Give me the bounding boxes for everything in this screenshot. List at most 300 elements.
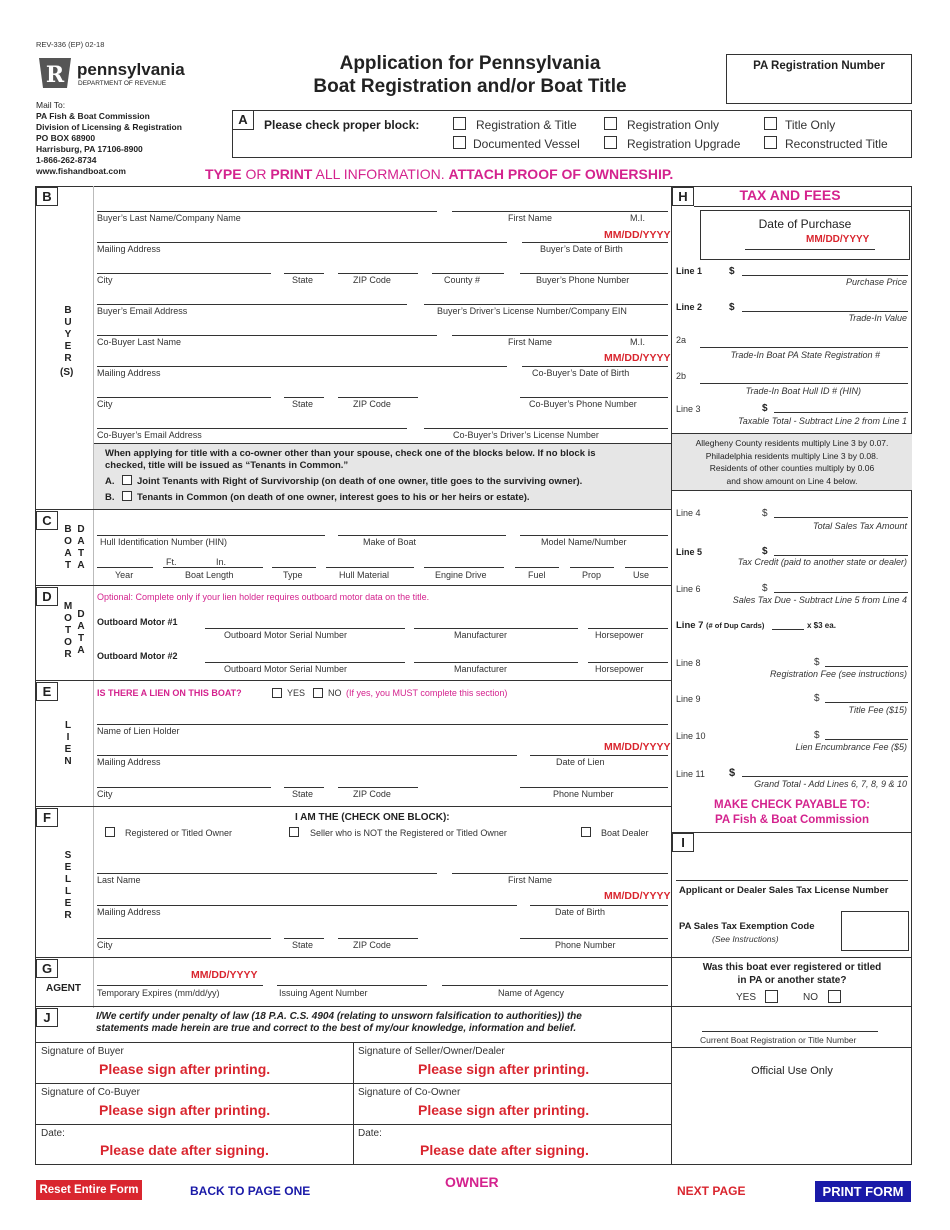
seller-heading: I AM THE (CHECK ONE BLOCK):: [295, 812, 450, 823]
line-2a-desc: Trade-In Boat PA State Registration #: [730, 350, 880, 360]
field-label: Fuel: [528, 570, 546, 580]
mail-line: www.fishandboat.com: [36, 166, 126, 176]
field-label: ZIP Code: [353, 399, 391, 409]
owner-label: OWNER: [445, 1174, 499, 1190]
field-label: Manufacturer: [454, 630, 508, 640]
lien-question: IS THERE A LIEN ON THIS BOAT?: [97, 688, 242, 698]
keystone-logo-icon: [37, 56, 73, 90]
tax-note: Residents of other counties multiply by 0.06: [709, 463, 875, 473]
fuel-line[interactable]: [515, 567, 559, 568]
mail-to-label: Mail To:: [36, 100, 66, 110]
documented-vessel-checkbox[interactable]: [453, 136, 466, 149]
section-i-divider: [672, 957, 912, 958]
print-form-button[interactable]: PRINT FORM: [815, 1181, 911, 1202]
seller-dob-line[interactable]: [530, 905, 668, 906]
right-column-divider: [671, 186, 672, 1008]
length-line[interactable]: [163, 567, 263, 568]
lien-note: (If yes, you MUST complete this section): [346, 688, 508, 698]
reconstructed-title-checkbox[interactable]: [764, 136, 777, 149]
prior-no-checkbox[interactable]: [828, 990, 841, 1003]
section-j-letter: J: [36, 1008, 58, 1027]
field-label: Buyer’s Date of Birth: [540, 244, 623, 254]
exemption-code-field[interactable]: [841, 911, 909, 951]
line-9-field[interactable]: [825, 702, 908, 703]
field-label: Temporary Expires (mm/dd/yy): [97, 988, 220, 998]
line-9-label: Line 9: [676, 694, 701, 704]
form-title: [270, 52, 670, 98]
section-divider: [35, 806, 671, 807]
next-page-button[interactable]: NEXT PAGE: [677, 1184, 746, 1198]
line-3-field[interactable]: [774, 412, 908, 413]
dollar-sign: $: [814, 693, 820, 704]
seller-first-name-line[interactable]: [452, 873, 668, 874]
field-label: First Name: [508, 213, 553, 223]
question-line-1: Was this boat ever registered or titled: [702, 962, 882, 973]
cobuyer-license-line[interactable]: [424, 428, 668, 429]
buyer-state-line[interactable]: [284, 273, 324, 274]
registration-only-checkbox[interactable]: [604, 117, 617, 130]
cobuyer-city-line[interactable]: [97, 397, 271, 398]
title-only-checkbox[interactable]: [764, 117, 777, 130]
date-label: Date:: [41, 1128, 65, 1139]
cobuyer-last-name-line[interactable]: [97, 335, 437, 336]
field-label: State: [292, 275, 314, 285]
line-4-field[interactable]: [774, 517, 908, 518]
signature-buyer-field[interactable]: Please sign after printing.: [99, 1061, 271, 1077]
section-divider: [35, 680, 671, 681]
signature-grid-row: [35, 1124, 671, 1125]
line-8-label: Line 8: [676, 658, 701, 668]
field-label: Mailing Address: [97, 757, 161, 767]
field-label: Co-Buyer’s Driver’s License Number: [453, 430, 599, 440]
title-line-2: Boat Registration and/or Boat Title: [313, 76, 627, 97]
field-label: Last Name: [97, 875, 141, 885]
motor-1-label: Outboard Motor #1: [97, 617, 178, 627]
line-6-field[interactable]: [774, 592, 908, 593]
right-column-divider-lower: [671, 1006, 672, 1165]
date-placeholder: MM/DD/YYYY: [604, 229, 671, 241]
option-label: Documented Vessel: [473, 137, 580, 151]
sales-tax-license-line[interactable]: [676, 880, 908, 881]
lien-zip-line[interactable]: [338, 787, 418, 788]
mail-line: 1-866-262-8734: [36, 155, 97, 165]
mail-line: Harrisburg, PA 17106-8900: [36, 144, 143, 154]
field-label: City: [97, 940, 113, 950]
field-label: Make of Boat: [363, 537, 417, 547]
agent-side-label: AGENT: [46, 983, 81, 994]
buyer-last-name-line[interactable]: [97, 211, 437, 212]
section-divider: [35, 509, 671, 510]
line-2b-label: 2b: [676, 371, 687, 381]
line-2-desc: Trade-In Value: [848, 313, 907, 323]
line-11-field[interactable]: [742, 776, 908, 777]
buyer-license-line[interactable]: [424, 304, 668, 305]
dollar-sign: $: [729, 767, 736, 779]
logo-word: pennsylvania: [77, 60, 185, 79]
field-label: Type: [283, 570, 303, 580]
lien-no-label: NO: [328, 688, 342, 698]
buyer-county-line[interactable]: [432, 273, 504, 274]
motor-2-manufacturer-line[interactable]: [414, 662, 578, 663]
line-10-desc: Lien Encumbrance Fee ($5): [795, 742, 907, 752]
make-check-payable: [672, 798, 912, 828]
motor-optional-note: Optional: Complete only if your lien holder requires outboard motor data on the title.: [97, 592, 430, 602]
certification-text: I/We certify under penalty of law (18 P.A. C.S. 4904 (relating to unsworn falsification to authorities)) the: [96, 1011, 582, 1022]
lien-side-label: L I E N: [64, 720, 72, 767]
field-label: ZIP Code: [353, 789, 391, 799]
line-5-label: Line 5: [676, 547, 703, 557]
prior-registration-question: [672, 962, 912, 987]
reg-number-label: PA Registration Number: [753, 60, 885, 72]
dollar-sign: $: [814, 657, 820, 668]
prior-yes-checkbox[interactable]: [765, 990, 778, 1003]
payable-line-2: PA Fish & Boat Commission: [715, 814, 869, 826]
field-label: ZIP Code: [353, 940, 391, 950]
field-label: State: [292, 399, 314, 409]
line-8-field[interactable]: [825, 666, 908, 667]
back-to-page-one-button[interactable]: BACK TO PAGE ONE: [190, 1184, 311, 1198]
field-label: Buyer’s Email Address: [97, 306, 188, 316]
coowner-note: checked, title will be issued as “Tenants in Common.”: [105, 460, 349, 471]
option-label: Title Only: [785, 118, 836, 132]
dollar-sign: $: [762, 583, 768, 594]
signature-coowner-field[interactable]: Please sign after printing.: [418, 1102, 590, 1118]
mail-line: PO BOX 68900: [36, 133, 96, 143]
ft-label: Ft.: [166, 557, 177, 567]
section-i-top: [672, 832, 912, 833]
motor-1-hp-line[interactable]: [588, 628, 668, 629]
option-a-letter: A.: [105, 476, 115, 487]
field-label: Name of Agency: [498, 988, 565, 998]
seller-phone-line[interactable]: [520, 938, 668, 939]
motor-1-serial-line[interactable]: [205, 628, 405, 629]
left-gutter-divider: [93, 186, 94, 1008]
field-label: Boat Length: [185, 570, 234, 580]
line-10-field[interactable]: [825, 739, 908, 740]
option-label: Registered or Titled Owner: [125, 828, 233, 838]
seller-state-line[interactable]: [284, 938, 324, 939]
section-divider: [35, 1006, 912, 1007]
lien-city-line[interactable]: [97, 787, 271, 788]
instruction-or: OR: [241, 166, 271, 182]
cobuyer-dob-line[interactable]: [522, 366, 668, 367]
year-line[interactable]: [97, 567, 153, 568]
field-label: M.I.: [630, 337, 645, 347]
field-label: Buyer’s Last Name/Company Name: [97, 213, 241, 223]
section-g-letter: G: [36, 959, 58, 978]
buyer-dob-line[interactable]: [522, 242, 668, 243]
line-6-label: Line 6: [676, 584, 701, 594]
date-placeholder: MM/DD/YYYY: [806, 234, 870, 245]
dollar-sign: $: [762, 508, 768, 519]
lien-holder-line[interactable]: [97, 724, 668, 725]
motor-1-manufacturer-line[interactable]: [414, 628, 578, 629]
instruction-all: ALL INFORMATION.: [312, 166, 449, 182]
cobuyer-state-line[interactable]: [284, 397, 324, 398]
field-label: Mailing Address: [97, 368, 161, 378]
lien-state-line[interactable]: [284, 787, 324, 788]
line-2b-field[interactable]: [700, 383, 908, 384]
signature-seller-label: Signature of Seller/Owner/Dealer: [358, 1046, 505, 1057]
seller-city-line[interactable]: [97, 938, 271, 939]
field-label: City: [97, 789, 113, 799]
line-3-label: Line 3: [676, 404, 701, 414]
field-label: State: [292, 789, 314, 799]
date-placeholder: MM/DD/YYYY: [604, 352, 671, 364]
seller-last-name-line[interactable]: [97, 873, 437, 874]
field-label: First Name: [508, 875, 553, 885]
line-4-label: Line 4: [676, 508, 701, 518]
joint-tenants-label: Joint Tenants with Right of Survivorship (on death of one owner, title goes to the surviving owner).: [137, 476, 583, 487]
coowner-note: When applying for title with a co-owner other than your spouse, check one of the blocks below. If no block is: [105, 448, 596, 459]
line-1-desc: Purchase Price: [845, 277, 907, 287]
title-line-1: Application for Pennsylvania: [339, 53, 601, 74]
date-placeholder: MM/DD/YYYY: [604, 890, 671, 902]
field-label: Mailing Address: [97, 907, 161, 917]
section-a-letter: A: [232, 110, 254, 130]
registration-upgrade-checkbox[interactable]: [604, 136, 617, 149]
official-use-divider: [672, 1047, 912, 1048]
date-placeholder: MM/DD/YYYY: [604, 741, 671, 753]
field-label: City: [97, 275, 113, 285]
motor-2-label: Outboard Motor #2: [97, 651, 178, 661]
seller-not-owner-checkbox[interactable]: [289, 827, 299, 837]
signature-grid-divider: [353, 1042, 354, 1165]
date-placeholder: MM/DD/YYYY: [191, 969, 258, 981]
instruction-proof: ATTACH PROOF OF OWNERSHIP.: [448, 166, 674, 182]
date-seller-field[interactable]: Please date after signing.: [420, 1142, 589, 1158]
line-5-desc: Tax Credit (paid to another state or dealer): [737, 557, 907, 567]
buyer-city-line[interactable]: [97, 273, 271, 274]
tax-note: Allegheny County residents multiply Line 3 by 0.07.: [695, 438, 889, 448]
dollar-sign: $: [729, 302, 735, 313]
hull-line[interactable]: [326, 567, 414, 568]
signature-seller-field[interactable]: Please sign after printing.: [418, 1061, 590, 1077]
hin-line[interactable]: [97, 535, 325, 536]
dollar-sign: $: [762, 546, 768, 557]
buyer-email-line[interactable]: [97, 304, 407, 305]
option-label: Seller who is NOT the Registered or Titled Owner: [310, 828, 507, 838]
line-1-field[interactable]: [742, 275, 908, 276]
section-a-prompt: Please check proper block:: [264, 118, 420, 132]
field-label: Year: [115, 570, 134, 580]
lien-phone-line[interactable]: [520, 787, 668, 788]
field-label: Hull Identification Number (HIN): [100, 537, 228, 547]
section-f-letter: F: [36, 808, 58, 827]
purchase-date-box[interactable]: [700, 210, 910, 260]
line-11-label: Line 11: [676, 769, 705, 779]
line-6-desc: Sales Tax Due - Subtract Line 5 from Line 4: [732, 595, 907, 605]
line-2-label: Line 2: [676, 302, 703, 312]
line-4-desc: Total Sales Tax Amount: [812, 521, 907, 531]
section-b-letter: B: [36, 187, 58, 206]
field-label: Mailing Address: [97, 244, 161, 254]
lien-no-checkbox[interactable]: [313, 688, 323, 698]
option-label: Boat Dealer: [601, 828, 649, 838]
field-label: Phone Number: [553, 789, 614, 799]
section-divider: [35, 585, 671, 586]
logo-sub: DEPARTMENT OF REVENUE: [78, 80, 167, 87]
data-side-label: D A T A: [77, 524, 85, 571]
type-line[interactable]: [272, 567, 316, 568]
field-label: Issuing Agent Number: [279, 988, 368, 998]
joint-tenants-checkbox[interactable]: [122, 475, 132, 485]
section-h-letter: H: [672, 187, 694, 206]
registration-title-checkbox[interactable]: [453, 117, 466, 130]
field-label: Buyer’s Driver’s License Number/Company EIN: [437, 306, 627, 316]
section-d-letter: D: [36, 587, 58, 606]
field-label: Name of Lien Holder: [97, 726, 180, 736]
use-line[interactable]: [625, 567, 668, 568]
field-label: Phone Number: [555, 940, 616, 950]
see-instructions: (See Instructions): [712, 934, 779, 944]
motor-2-serial-line[interactable]: [205, 662, 405, 663]
tax-note: Philadelphia residents multiply Line 3 by 0.08.: [705, 450, 879, 461]
motor-side-label: M O T O R: [63, 601, 73, 660]
line-7-label: Line 7: [676, 620, 704, 631]
tax-fees-title: TAX AND FEES: [739, 187, 841, 203]
line-2b-desc: Trade-In Boat Hull ID # (HIN): [745, 386, 861, 396]
field-label: Buyer’s Phone Number: [536, 275, 630, 285]
question-line-2: in PA or another state?: [737, 974, 847, 986]
line-5-field[interactable]: [774, 555, 908, 556]
dollar-sign: $: [814, 730, 820, 741]
field-label: City: [97, 399, 113, 409]
model-line[interactable]: [520, 535, 668, 536]
pa-logo: [37, 56, 187, 92]
lien-yes-checkbox[interactable]: [272, 688, 282, 698]
tax-title-divider: [694, 206, 912, 207]
current-registration-line[interactable]: [702, 1031, 878, 1032]
registered-owner-checkbox[interactable]: [105, 827, 115, 837]
field-label: Co-Buyer Last Name: [97, 337, 182, 347]
certification-text: statements made herein are true and correct to the best of my/our knowledge, information and belief.: [96, 1023, 577, 1034]
line-11-desc: Grand Total - Add Lines 6, 7, 8, 9 & 10: [754, 779, 907, 789]
pa-registration-number-field[interactable]: [726, 54, 912, 104]
field-label: Engine Drive: [435, 570, 487, 580]
field-label: Co-Buyer’s Phone Number: [529, 399, 637, 409]
svg-text:R: R: [45, 62, 65, 88]
section-b-side-label-2: (S): [60, 367, 74, 378]
field-label: Date of Birth: [555, 907, 606, 917]
date-buyer-field[interactable]: Please date after signing.: [100, 1142, 269, 1158]
signature-grid-row: [35, 1083, 671, 1084]
field-label: Date of Lien: [556, 757, 605, 767]
buyer-mailing-line[interactable]: [97, 242, 507, 243]
cobuyer-first-name-line[interactable]: [452, 335, 668, 336]
instruction-print: PRINT: [270, 166, 313, 182]
seller-mailing-line[interactable]: [97, 905, 517, 906]
mail-line: Division of Licensing & Registration: [36, 122, 182, 132]
mail-to: [36, 100, 182, 177]
cobuyer-mailing-line[interactable]: [97, 366, 507, 367]
line-10-label: Line 10: [676, 731, 706, 741]
agency-name-line[interactable]: [442, 985, 668, 986]
signature-buyer-label: Signature of Buyer: [41, 1046, 124, 1057]
boat-side-label: B O A T: [64, 524, 72, 571]
section-c-letter: C: [36, 511, 58, 530]
temp-expires-line[interactable]: [97, 985, 263, 986]
purchase-date-label: Date of Purchase: [758, 217, 852, 231]
cobuyer-zip-line[interactable]: [338, 397, 418, 398]
field-label: Manufacturer: [454, 664, 508, 674]
buyer-first-name-line[interactable]: [452, 211, 668, 212]
line-2a-field[interactable]: [700, 347, 908, 348]
line-1-label: Line 1: [676, 266, 703, 276]
seller-zip-line[interactable]: [338, 938, 418, 939]
payable-line-1: MAKE CHECK PAYABLE TO:: [714, 799, 870, 811]
date-label: Date:: [358, 1128, 382, 1139]
make-line[interactable]: [338, 535, 506, 536]
field-label: Model Name/Number: [541, 537, 627, 547]
engine-line[interactable]: [424, 567, 504, 568]
lien-mailing-line[interactable]: [97, 755, 517, 756]
field-label: Prop: [582, 570, 602, 580]
field-label: Hull Material: [339, 570, 390, 580]
line-7-field[interactable]: [772, 629, 804, 630]
official-use-only: Official Use Only: [751, 1065, 833, 1077]
field-label: Co-Buyer’s Email Address: [97, 430, 202, 440]
field-label: County #: [444, 275, 481, 285]
field-label: First Name: [508, 337, 553, 347]
field-label: M.I.: [630, 213, 645, 223]
cobuyer-phone-line[interactable]: [520, 397, 668, 398]
tenants-in-common-checkbox[interactable]: [122, 491, 132, 501]
field-label: Use: [633, 570, 650, 580]
cobuyer-email-line[interactable]: [97, 428, 407, 429]
reset-form-button[interactable]: Reset Entire Form: [36, 1180, 142, 1200]
field-label: Outboard Motor Serial Number: [224, 664, 348, 674]
instruction-banner: [205, 166, 673, 182]
option-label: Reconstructed Title: [785, 137, 888, 151]
section-b-side-label: B U Y E R: [64, 305, 72, 364]
field-label: State: [292, 940, 314, 950]
motor-2-hp-line[interactable]: [588, 662, 668, 663]
form-id: REV-336 (EP) 02-18: [36, 40, 105, 49]
line-3-desc: Taxable Total - Subtract Line 2 from Line 1: [738, 416, 907, 426]
signature-coowner-label: Signature of Co-Owner: [358, 1087, 461, 1098]
line-2-field[interactable]: [742, 311, 908, 312]
line-8-desc: Registration Fee (see instructions): [769, 669, 907, 679]
line-9-desc: Title Fee ($15): [848, 705, 907, 715]
option-label: Registration & Title: [476, 118, 577, 132]
prop-line[interactable]: [570, 567, 614, 568]
exemption-code-label: PA Sales Tax Exemption Code: [679, 921, 815, 932]
buyer-zip-line[interactable]: [338, 273, 418, 274]
section-e-letter: E: [36, 682, 58, 701]
agent-number-line[interactable]: [277, 985, 427, 986]
lien-date-line[interactable]: [530, 755, 668, 756]
field-label: Co-Buyer’s Date of Birth: [532, 368, 630, 378]
seller-side-label: S E L L E R: [64, 850, 72, 921]
signature-cobuyer-field[interactable]: Please sign after printing.: [99, 1102, 271, 1118]
signature-cobuyer-label: Signature of Co-Buyer: [41, 1087, 140, 1098]
line-7-dup-cards: (# of Dup Cards): [706, 621, 765, 630]
buyer-phone-line[interactable]: [520, 273, 668, 274]
lien-yes-label: YES: [287, 688, 306, 698]
sales-tax-license-label: Applicant or Dealer Sales Tax License Number: [679, 885, 889, 896]
line-7-multiplier: x $3 ea.: [807, 621, 836, 630]
tax-note: and show amount on Line 4 below.: [726, 475, 858, 486]
data-side-label: D A T A: [77, 609, 85, 656]
field-label: Outboard Motor Serial Number: [224, 630, 348, 640]
boat-dealer-checkbox[interactable]: [581, 827, 591, 837]
field-label: Horsepower: [595, 630, 644, 640]
purchase-date-line[interactable]: [745, 249, 875, 250]
instruction-type: TYPE: [205, 166, 242, 182]
tax-rate-note-panel: [672, 433, 912, 491]
option-b-letter: B.: [105, 492, 115, 503]
